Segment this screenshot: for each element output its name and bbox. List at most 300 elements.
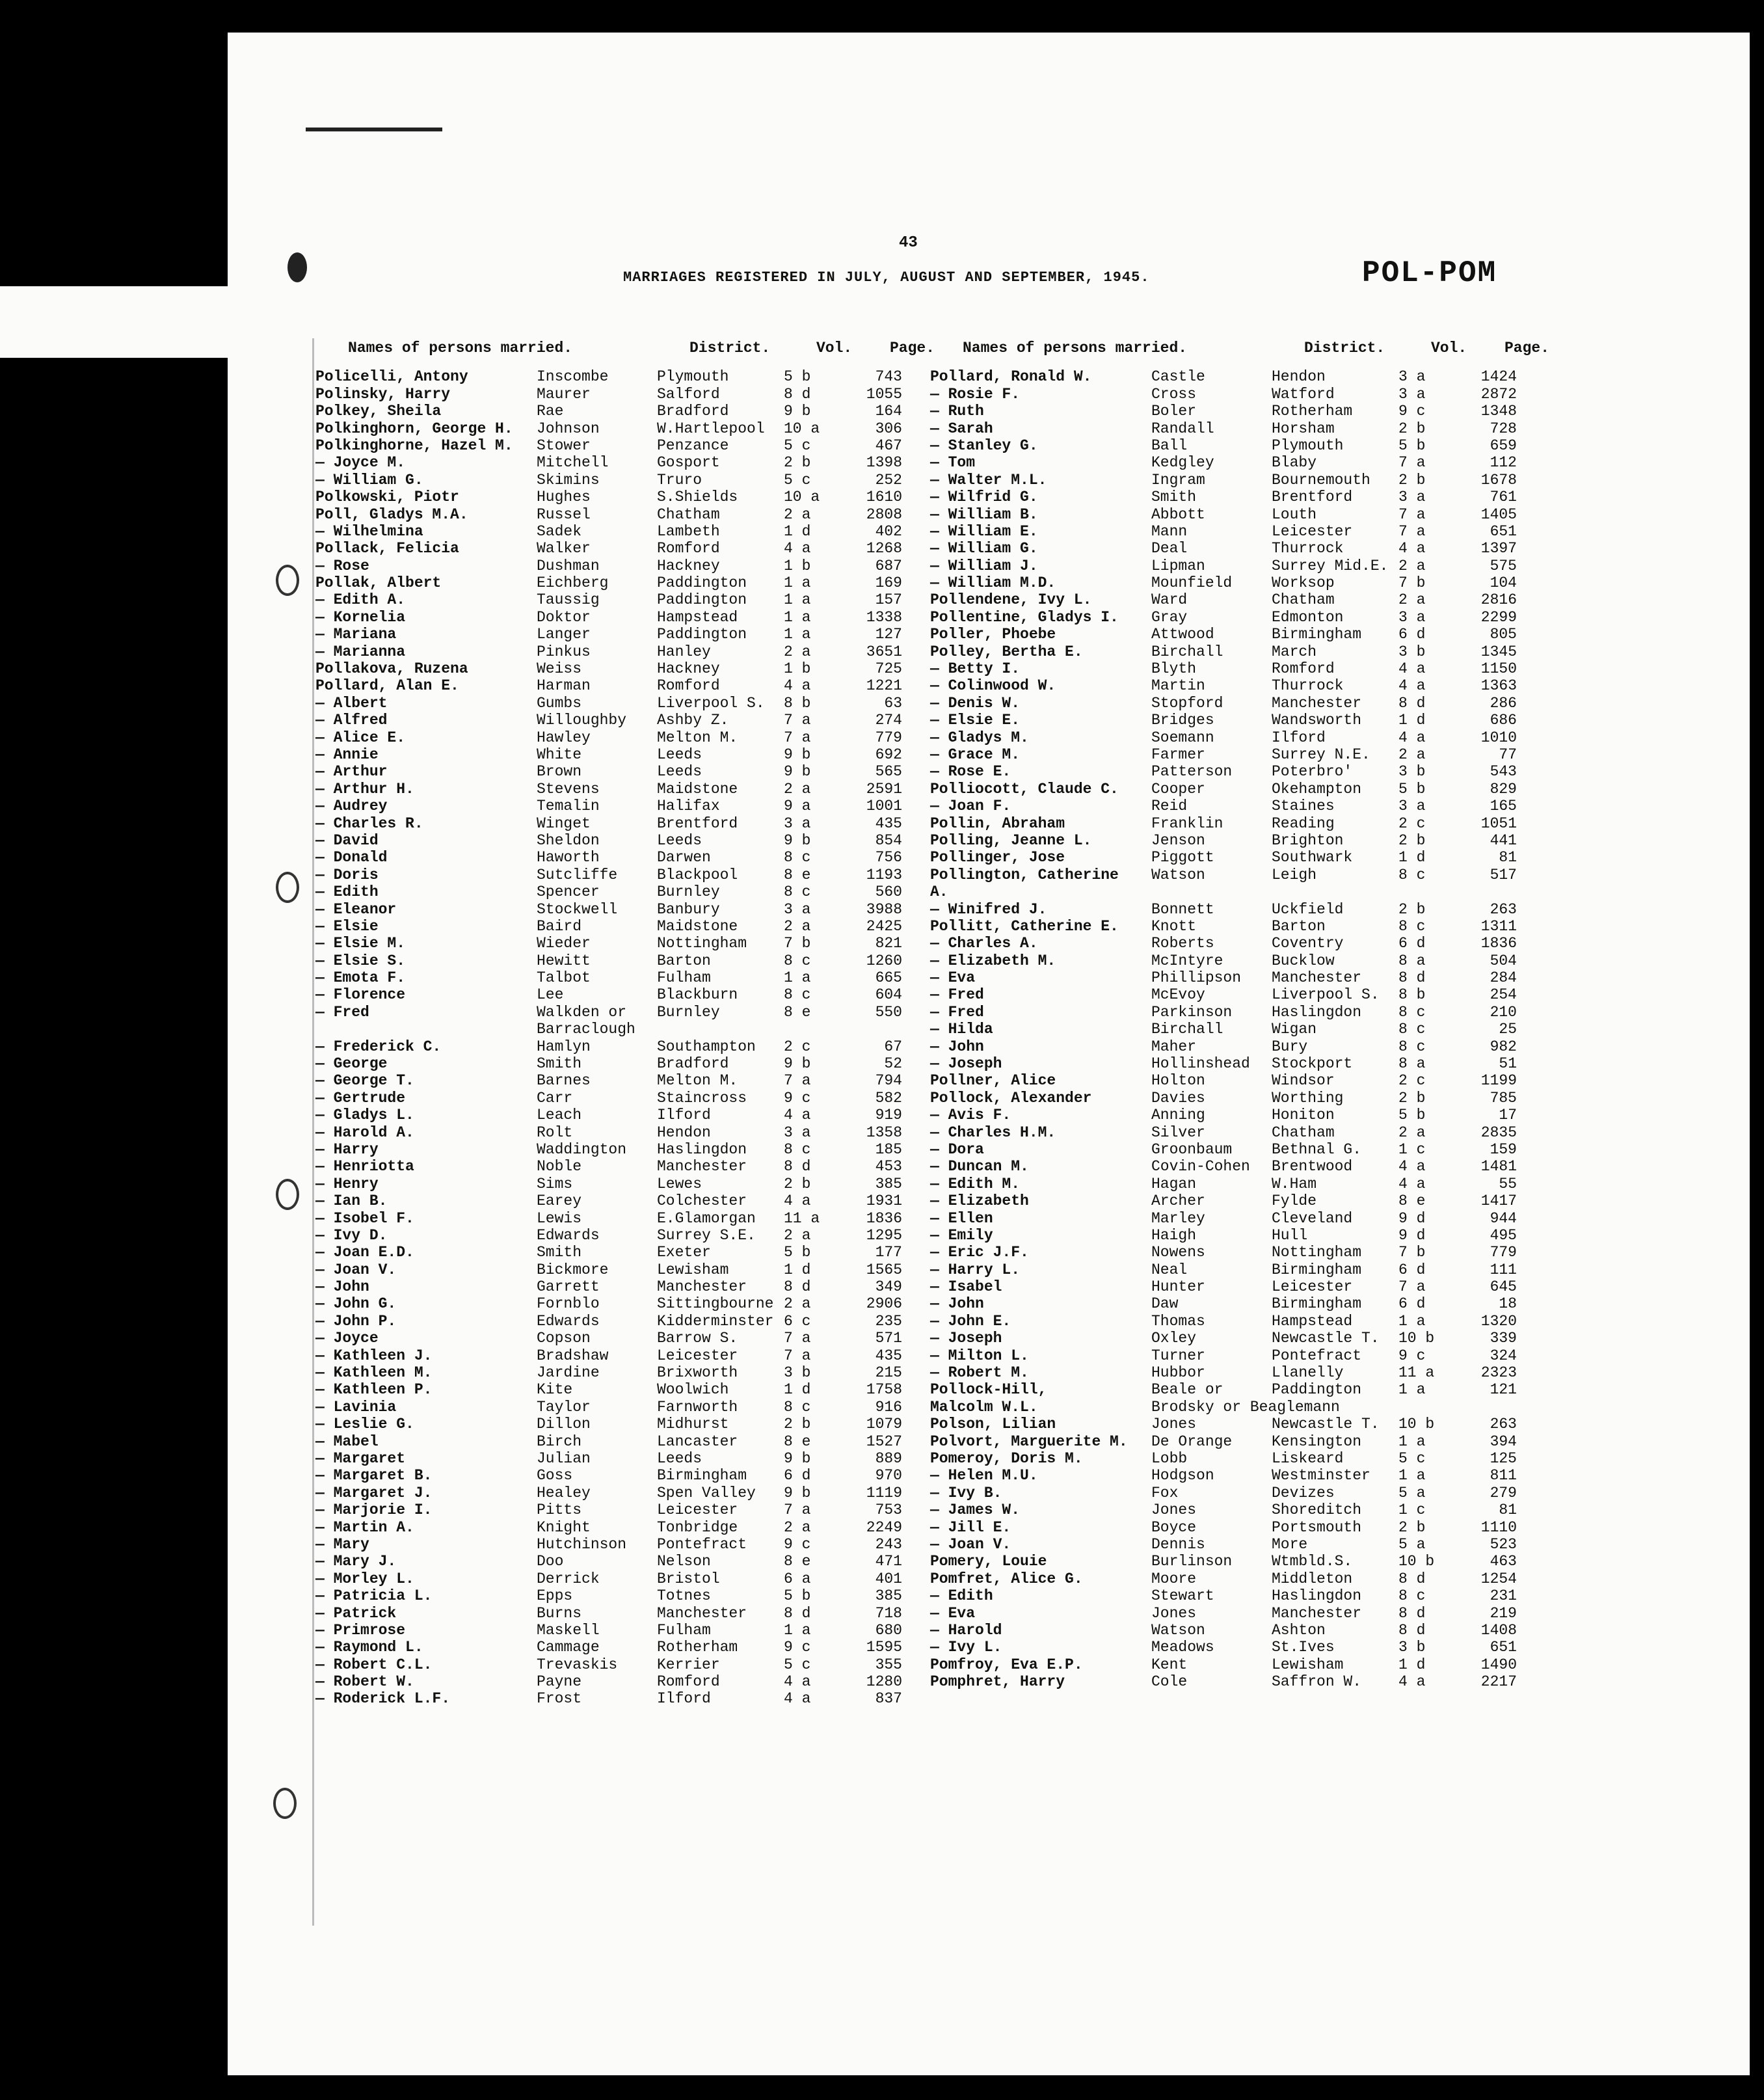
entry-name: — Florence	[315, 986, 406, 1004]
entry-district: Worksop	[1272, 574, 1335, 592]
entry-row	[315, 1416, 966, 1433]
entry-spouse-surname: Ward	[1151, 591, 1188, 609]
entry-volume: 8 c	[784, 883, 811, 901]
entry-volume: 8 d	[1398, 969, 1426, 987]
entry-page: 385	[875, 1175, 902, 1192]
entry-district: Midhurst	[657, 1416, 729, 1433]
entry-row	[315, 1605, 966, 1622]
entry-district: Maidstone	[657, 917, 738, 935]
entry-page: 1295	[866, 1226, 902, 1244]
entry-name: — Gladys M.	[930, 729, 1029, 746]
entry-spouse-surname: Stevens	[537, 780, 600, 798]
entry-volume: 1 c	[1398, 1501, 1426, 1519]
entry-name: Polinsky, Harry	[315, 385, 451, 403]
entry-row	[315, 1038, 966, 1055]
entry-page: 651	[1490, 522, 1517, 540]
entry-page: 1363	[1480, 677, 1517, 695]
entry-volume: 2 a	[784, 505, 811, 523]
entry-volume: 4 a	[1398, 729, 1426, 746]
entry-row	[315, 454, 966, 471]
entry-page: 463	[1490, 1553, 1517, 1570]
left-column	[315, 340, 966, 1708]
entry-page: 1358	[866, 1124, 902, 1141]
entry-spouse-surname: Cooper	[1151, 780, 1205, 798]
entry-row	[930, 1622, 1581, 1639]
entry-district: Lewisham	[657, 1261, 729, 1278]
entry-name: — John G.	[315, 1295, 397, 1313]
entry-district: Colchester	[657, 1192, 747, 1210]
entry-volume: 2 b	[784, 454, 811, 472]
entry-volume: 2 c	[784, 1038, 811, 1055]
entry-name: — Raymond L.	[315, 1639, 423, 1656]
entry-page: 441	[1490, 831, 1517, 849]
entry-row	[315, 1313, 966, 1330]
entry-row	[315, 867, 966, 883]
entry-page: 718	[875, 1604, 902, 1622]
entry-district: Shoreditch	[1272, 1501, 1362, 1519]
entry-spouse-surname: Stewart	[1151, 1587, 1214, 1605]
entry-row	[315, 1553, 966, 1570]
entry-spouse-surname: White	[537, 746, 582, 763]
entry-page: 274	[875, 712, 902, 729]
entry-name: Pomfret, Alice G.	[930, 1570, 1083, 1587]
entry-name: — Ellen	[930, 1209, 993, 1227]
entry-district: Plymouth	[1272, 437, 1344, 454]
entry-name: — Charles H.M.	[930, 1124, 1056, 1141]
entry-volume: 2 a	[1398, 591, 1426, 609]
entry-district: Surrey N.E.	[1272, 746, 1370, 763]
entry-spouse-surname: Stopford	[1151, 694, 1223, 712]
entry-volume: 9 c	[784, 1089, 811, 1107]
entry-name: Poller, Phoebe	[930, 626, 1056, 643]
entry-spouse-surname: Beale or	[1151, 1381, 1223, 1399]
entry-district: Lambeth	[657, 522, 720, 540]
entry-volume: 3 a	[1398, 489, 1426, 506]
entry-spouse-surname: Jones	[1151, 1604, 1197, 1622]
entry-page: 339	[1490, 1330, 1517, 1347]
entry-district: Middleton	[1272, 1570, 1353, 1587]
entry-volume: 1 a	[784, 1621, 811, 1639]
entry-row	[930, 712, 1581, 729]
entry-district: More	[1272, 1535, 1308, 1553]
page-number: 43	[899, 234, 918, 252]
entry-district: Totnes	[657, 1587, 711, 1605]
entry-name: — Elsie E.	[930, 712, 1021, 729]
entry-row	[315, 472, 966, 489]
entry-page: 402	[875, 522, 902, 540]
entry-name: — Tom	[930, 454, 976, 472]
entry-volume: 8 a	[1398, 1055, 1426, 1073]
entry-district: Kensington	[1272, 1433, 1362, 1450]
entry-district: Staines	[1272, 798, 1335, 815]
entry-row	[315, 1141, 966, 1158]
entry-spouse-surname: De Orange	[1151, 1433, 1233, 1450]
entry-spouse-surname: Ingram	[1151, 471, 1205, 489]
entry-spouse-surname: Lobb	[1151, 1450, 1188, 1467]
entry-volume: 8 a	[1398, 952, 1426, 969]
entry-volume: 4 a	[784, 1192, 811, 1210]
entry-name: Malcolm W.L.	[930, 1398, 1038, 1416]
entry-page: 2835	[1480, 1124, 1517, 1141]
entry-spouse-surname: Garrett	[537, 1278, 600, 1296]
entry-page: 2816	[1480, 591, 1517, 609]
entry-spouse-surname: Talbot	[537, 969, 591, 987]
entry-volume: 9 b	[784, 403, 811, 420]
entry-page: 3651	[866, 643, 902, 660]
entry-spouse-surname: Knott	[1151, 917, 1197, 935]
entry-spouse-surname: Mounfield	[1151, 574, 1233, 592]
entry-district: Burnley	[657, 1003, 720, 1021]
entry-spouse-surname: Farmer	[1151, 746, 1205, 763]
entry-name: — Sarah	[930, 420, 993, 437]
entry-name: Polley, Bertha E.	[930, 643, 1083, 660]
entry-district: Hendon	[657, 1124, 711, 1141]
entry-volume: 3 b	[784, 1364, 811, 1382]
entry-row	[930, 918, 1581, 935]
entry-volume: 5 c	[784, 437, 811, 454]
entry-name: Pollinger, Jose	[930, 849, 1065, 867]
entry-district: Leeds	[657, 746, 702, 763]
entry-name: Pollack, Felicia	[315, 540, 459, 558]
entry-spouse-surname: Eichberg	[537, 574, 609, 592]
entry-district: Sittingbourne	[657, 1295, 774, 1313]
entry-name: — William M.D.	[930, 574, 1056, 592]
entry-district: Bristol	[657, 1570, 720, 1587]
entry-page: 1398	[866, 454, 902, 472]
entry-spouse-surname: Patterson	[1151, 763, 1233, 781]
punch-hole-3	[276, 1179, 299, 1210]
entry-name: Pollington, Catherine	[930, 866, 1119, 883]
entry-district: Bury	[1272, 1038, 1308, 1055]
entry-volume: 2 a	[784, 780, 811, 798]
entry-name: A.	[930, 883, 948, 901]
entry-page: 1565	[866, 1261, 902, 1278]
entry-district	[657, 1021, 784, 1038]
entry-name: — Wilfrid G.	[930, 489, 1038, 506]
entry-volume: 6 d	[1398, 935, 1426, 952]
entry-page: 1079	[866, 1416, 902, 1433]
header-page: Page.	[1504, 340, 1549, 357]
entry-name: — Denis W.	[930, 694, 1021, 712]
entry-district: Barton	[657, 952, 711, 969]
entry-spouse-surname: Barnes	[537, 1072, 591, 1090]
entry-page: 756	[875, 849, 902, 867]
entry-volume: 1 b	[784, 660, 811, 678]
entry-row	[315, 695, 966, 712]
entry-district: Leicester	[1272, 522, 1353, 540]
entry-spouse-surname: Noble	[537, 1158, 582, 1176]
entry-name: — Roderick L.F.	[315, 1690, 451, 1708]
entry-page: 55	[1499, 1175, 1517, 1192]
entry-spouse-surname: Lewis	[537, 1209, 582, 1227]
entry-district: Brentwood	[1272, 1158, 1353, 1176]
entry-district: Haslingdon	[657, 1140, 747, 1158]
entry-spouse-surname: Blyth	[1151, 660, 1197, 678]
entry-page: 2217	[1480, 1673, 1517, 1691]
entry-volume: 7 a	[784, 729, 811, 746]
entry-row	[930, 969, 1581, 986]
entry-spouse-surname: Willoughby	[537, 712, 627, 729]
entry-page: 1001	[866, 798, 902, 815]
entry-volume: 7 a	[1398, 522, 1426, 540]
entry-name: — Joan V.	[315, 1261, 397, 1278]
entry-district: Romford	[1272, 660, 1335, 678]
entry-row	[930, 1656, 1581, 1673]
column-header	[315, 340, 966, 357]
entry-row	[315, 540, 966, 557]
entry-name: Pollak, Albert	[315, 574, 442, 592]
entry-name: Pollendene, Ivy L.	[930, 591, 1092, 609]
entry-page: 401	[875, 1570, 902, 1587]
entry-page: 254	[1490, 986, 1517, 1004]
entry-row	[930, 1519, 1581, 1536]
entry-spouse-surname: Payne	[537, 1673, 582, 1691]
entry-page: 1348	[1480, 403, 1517, 420]
entry-district: Leeds	[657, 763, 702, 781]
entry-district: Devizes	[1272, 1484, 1335, 1501]
entry-district: Gosport	[657, 454, 720, 472]
entry-spouse-surname: Lee	[537, 986, 564, 1004]
entry-volume: 5 b	[1398, 437, 1426, 454]
entry-page: 263	[1490, 1416, 1517, 1433]
entry-row	[315, 1227, 966, 1244]
entry-page: 779	[875, 729, 902, 746]
entry-volume: 8 d	[784, 385, 811, 403]
entry-volume: 8 c	[1398, 917, 1426, 935]
entry-volume: 7 a	[784, 1330, 811, 1347]
entry-district: Penzance	[657, 437, 729, 454]
entry-district: Blackpool	[657, 866, 738, 883]
entry-page: 692	[875, 746, 902, 763]
entry-page: 794	[875, 1072, 902, 1090]
entry-page: 495	[1490, 1226, 1517, 1244]
entry-name: — Joseph	[930, 1330, 1002, 1347]
entry-page: 743	[875, 368, 902, 386]
entry-page: 435	[875, 814, 902, 832]
entry-volume: 5 a	[1398, 1484, 1426, 1501]
entry-spouse-surname: Carr	[537, 1089, 573, 1107]
entry-district: Rotherham	[657, 1639, 738, 1656]
entry-name: Pollock, Alexander	[930, 1089, 1092, 1107]
entry-volume: 7 a	[784, 712, 811, 729]
entry-page: 1417	[1480, 1192, 1517, 1210]
entry-row	[315, 1090, 966, 1107]
entry-page: 2249	[866, 1518, 902, 1536]
entry-name: — Winifred J.	[930, 900, 1047, 918]
entry-spouse-surname: Smith	[537, 1244, 582, 1261]
entry-name: — Isabel	[930, 1278, 1002, 1296]
entry-name: — Elsie	[315, 917, 379, 935]
entry-district: Surrey S.E.	[657, 1226, 756, 1244]
entry-volume	[1398, 883, 1458, 900]
entry-page: 467	[875, 437, 902, 454]
entry-district: Liverpool S.	[1272, 986, 1380, 1004]
entry-volume: 4 a	[1398, 1673, 1426, 1691]
entry-volume: 1 d	[784, 1381, 811, 1399]
entry-page: 185	[875, 1140, 902, 1158]
entry-volume: 1 a	[784, 574, 811, 592]
entry-row	[930, 1313, 1581, 1330]
entry-volume: 8 d	[1398, 1621, 1426, 1639]
entry-name: — William B.	[930, 505, 1038, 523]
entry-volume: 5 b	[784, 1587, 811, 1605]
punch-hole-2	[276, 872, 299, 903]
entry-spouse-surname: Birchall	[1151, 643, 1223, 660]
entry-name: — Walter M.L.	[930, 471, 1047, 489]
entry-page: 1836	[866, 1209, 902, 1227]
entry-page: 1610	[866, 489, 902, 506]
page-title: MARRIAGES REGISTERED IN JULY, AUGUST AND SEPTEMBER, 1945.	[623, 269, 1150, 286]
entry-district	[1272, 883, 1398, 900]
entry-district: Spen Valley	[657, 1484, 756, 1501]
entry-volume: 4 a	[784, 1673, 811, 1691]
entry-row	[930, 558, 1581, 574]
entry-name: — James W.	[930, 1501, 1021, 1519]
entry-spouse-surname: Randall	[1151, 420, 1214, 437]
entry-page: 565	[875, 763, 902, 781]
entry-row	[930, 420, 1581, 437]
entry-name: Pomery, Louie	[930, 1553, 1047, 1570]
entry-volume: 9 b	[784, 746, 811, 763]
entry-volume: 2 b	[1398, 1089, 1426, 1107]
entry-volume: 2 a	[784, 1518, 811, 1536]
entry-name: — Fred	[315, 1003, 369, 1021]
entry-name: — John	[930, 1038, 984, 1055]
entry-spouse-surname: Mann	[1151, 522, 1188, 540]
entry-name: — Ivy L.	[930, 1639, 1002, 1656]
entry-page: 1397	[1480, 540, 1517, 558]
entry-name: — Helen M.U.	[930, 1467, 1038, 1485]
entry-page: 829	[1490, 780, 1517, 798]
entry-spouse-surname: Brodsky or Beaglemann	[1151, 1398, 1340, 1416]
entry-volume: 1 d	[1398, 849, 1426, 867]
entry-spouse-surname: Abbott	[1151, 505, 1205, 523]
entry-name: — Fred	[930, 1003, 984, 1021]
entry-spouse-surname: Earey	[537, 1192, 582, 1210]
entry-spouse-surname: Bridges	[1151, 712, 1214, 729]
right-entries	[930, 368, 1581, 1690]
entry-page: 306	[875, 420, 902, 437]
left-entries	[315, 368, 966, 1707]
entry-name: Polson, Lilian	[930, 1416, 1056, 1433]
entry-spouse-surname: Bonnett	[1151, 900, 1214, 918]
entry-name: — Isobel F.	[315, 1209, 414, 1227]
entry-page: 1199	[1480, 1072, 1517, 1090]
entry-volume: 7 b	[1398, 574, 1426, 592]
entry-spouse-surname: Birch	[537, 1433, 582, 1450]
entry-volume: 4 a	[784, 677, 811, 695]
entry-row	[315, 1192, 966, 1209]
entry-volume: 7 a	[1398, 454, 1426, 472]
entry-page: 67	[884, 1038, 902, 1055]
entry-page: 811	[1490, 1467, 1517, 1485]
entry-page: 263	[1490, 900, 1517, 918]
entry-page: 219	[1490, 1604, 1517, 1622]
entry-row	[930, 746, 1581, 763]
entry-name: — John P.	[315, 1312, 397, 1330]
entry-district: St.Ives	[1272, 1639, 1335, 1656]
entry-district: Windsor	[1272, 1072, 1335, 1090]
entry-spouse-surname: Langer	[537, 626, 591, 643]
entry-row	[930, 1587, 1581, 1604]
entry-row	[930, 729, 1581, 746]
entry-row	[930, 540, 1581, 557]
entry-row	[930, 1227, 1581, 1244]
entry-page: 753	[875, 1501, 902, 1519]
entry-row	[930, 781, 1581, 798]
entry-page: 1254	[1480, 1570, 1517, 1587]
entry-page: 728	[1490, 420, 1517, 437]
entry-spouse-surname: Copson	[537, 1330, 591, 1347]
entry-name: Poll, Gladys M.A.	[315, 505, 468, 523]
entry-volume: 5 c	[784, 471, 811, 489]
entry-page: 582	[875, 1089, 902, 1107]
entry-row	[315, 901, 966, 918]
entry-row	[930, 1347, 1581, 1364]
entry-row	[315, 368, 966, 385]
entry-volume: 2 b	[1398, 1518, 1426, 1536]
entry-page: 2872	[1480, 385, 1517, 403]
entry-district: Rotherham	[1272, 403, 1353, 420]
entry-row	[315, 1072, 966, 1089]
entry-spouse-surname: Hughes	[537, 489, 591, 506]
entry-row	[930, 1295, 1581, 1312]
entry-name: Pollock-Hill,	[930, 1381, 1047, 1399]
entry-volume: 6 d	[1398, 626, 1426, 643]
entry-district: Leicester	[657, 1347, 738, 1364]
entry-page: 17	[1499, 1107, 1517, 1124]
entry-spouse-surname: Hodgson	[1151, 1467, 1214, 1485]
entry-page: 3988	[866, 900, 902, 918]
entry-spouse-surname: Gray	[1151, 608, 1188, 626]
entry-volume: 8 c	[784, 1140, 811, 1158]
entry-spouse-surname: Dennis	[1151, 1535, 1205, 1553]
entry-name: — Ivy B.	[930, 1484, 1002, 1501]
entry-district: Worthing	[1272, 1089, 1344, 1107]
entry-page: 944	[1490, 1209, 1517, 1227]
entry-spouse-surname: Healey	[537, 1484, 591, 1501]
entry-name: — Emily	[930, 1226, 993, 1244]
entry-page: 81	[1499, 1501, 1517, 1519]
entry-name: — Fred	[930, 986, 984, 1004]
header-district: District.	[689, 340, 771, 357]
entry-row	[315, 1210, 966, 1227]
entry-district: Paddington	[1272, 1381, 1362, 1399]
entry-district: Cleveland	[1272, 1209, 1353, 1227]
entry-district	[1272, 1399, 1398, 1416]
entry-row	[930, 489, 1581, 505]
entry-volume: 8 b	[784, 694, 811, 712]
entry-page: 1221	[866, 677, 902, 695]
entry-page: 1055	[866, 385, 902, 403]
entry-name: — Lavinia	[315, 1398, 397, 1416]
entry-spouse-surname: Moore	[1151, 1570, 1197, 1587]
entry-volume: 8 d	[1398, 694, 1426, 712]
index-range-code: POL-POM	[1362, 256, 1497, 290]
entry-name: — Alice E.	[315, 729, 406, 746]
entry-volume: 2 a	[784, 643, 811, 660]
entry-district: Newcastle T.	[1272, 1416, 1380, 1433]
entry-district: Exeter	[657, 1244, 711, 1261]
entry-name: — Mabel	[315, 1433, 379, 1450]
entry-volume: 3 a	[784, 814, 811, 832]
index-tab-strip	[0, 286, 228, 358]
entry-volume: 5 b	[784, 368, 811, 386]
entry-row	[930, 677, 1581, 694]
entry-volume: 1 d	[784, 522, 811, 540]
entry-page: 1931	[866, 1192, 902, 1210]
entry-spouse-surname: Holton	[1151, 1072, 1205, 1090]
